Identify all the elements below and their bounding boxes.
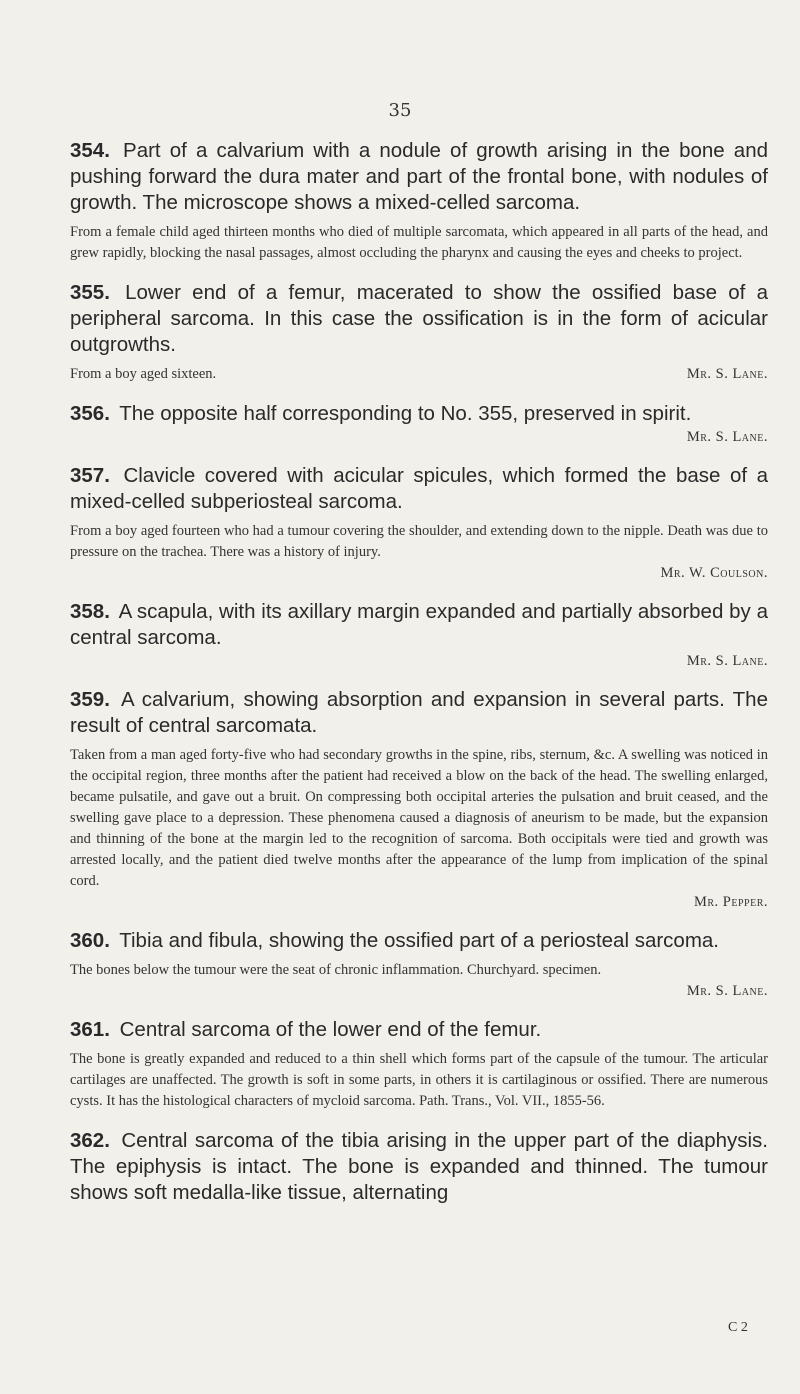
entry-description: Part of a calvarium with a nodule of growth arising in the bone and pushing forward the dura mater and part of the frontal bone, with nodules of growth. The microscope shows a mixed-celled sarcoma. [70, 139, 769, 214]
catalogue-entry [70, 401, 768, 447]
entry-note-with-attribution [70, 364, 768, 385]
entry-number: 357. [70, 464, 110, 487]
entry-heading [70, 401, 768, 427]
entry-attribution: Mr. Pepper. [693, 894, 768, 910]
entry-attribution: Mr. S. Lane. [686, 366, 768, 382]
catalogue-entry [70, 280, 768, 385]
entry-heading [70, 280, 768, 358]
entry-heading [70, 138, 768, 216]
entry-heading [70, 928, 768, 954]
entry-heading [70, 463, 768, 515]
entry-note-text: From a boy aged sixteen. [70, 366, 217, 382]
page-number: 35 [388, 100, 412, 121]
entry-description: Tibia and fibula, showing the ossified part of a periosteal sarcoma. [119, 929, 719, 952]
catalogue-entry [70, 599, 768, 671]
entry-number: 355. [70, 281, 110, 304]
entry-heading [70, 687, 768, 739]
entry-note: The bone is greatly expanded and reduced to a thin shell which forms part of the capsule of the tumour. The articular cartilages are unaffected. The growth is soft in some parts, in others it is cartilaginous or ossified. There are numerous cysts. It has the histological characters of mycloid sarcoma. Path. Trans., Vol. VII., 1855-56. [70, 1051, 768, 1109]
catalogue-entry [70, 1128, 768, 1206]
entry-description: Central sarcoma of the lower end of the femur. [119, 1018, 542, 1041]
entry-description: The opposite half corresponding to No. 355, preserved in spirit. [119, 402, 692, 425]
entry-description: A calvarium, showing absorption and expansion in several parts. The result of central sarcomata. [70, 688, 768, 737]
entry-note: Taken from a man aged forty-five who had secondary growths in the spine, ribs, sternum, &c. A swelling was noticed in the occipital region, three months after the patient had received a blow on the back of the head. The swelling enlarged, became pulsatile, and gave out a bruit. On compressing both occipital arteries the pulsation and bruit ceased, and the swelling gave place to a depression. These phenomena caused a diagnosis of aneurism to be made, but the expansion and thinning of the bone at the margin led to the recognition of sarcoma. Both occipitals were tied and growth was arrested locally, and the patient died twelve months after the appearance of the lump from implication of the spinal cord. [70, 747, 768, 889]
entry-heading [70, 1128, 768, 1206]
catalogue-entry [70, 687, 768, 912]
entry-number: 354. [70, 139, 110, 162]
entry-heading [70, 1017, 768, 1043]
entry-description: Clavicle covered with acicular spicules, which formed the base of a mixed-celled subperiosteal sarcoma. [70, 464, 769, 513]
entry-number: 362. [70, 1129, 110, 1152]
catalogue-entry [70, 1017, 768, 1112]
entry-description: Lower end of a femur, macerated to show the ossified base of a peripheral sarcoma. In this case the ossification is in the form of acicular outgrowths. [70, 281, 768, 356]
printer-signature: C 2 [728, 1320, 748, 1335]
entry-attribution: Mr. S. Lane. [686, 653, 768, 669]
entry-number: 358. [70, 600, 110, 623]
entry-attribution: Mr. S. Lane. [686, 983, 768, 999]
entry-note: From a female child aged thirteen months who died of multiple sarcomata, which appeared in all parts of the head, and grew rapidly, blocking the nasal passages, almost occluding the pharynx and causing the eyes and cheeks to project. [70, 224, 768, 261]
catalogue-entry [70, 138, 768, 264]
entry-number: 359. [70, 688, 110, 711]
entry-attribution: Mr. S. Lane. [686, 429, 768, 445]
entry-description: A scapula, with its axillary margin expanded and partially absorbed by a central sarcoma. [70, 600, 768, 649]
entry-note: The bones below the tumour were the seat of chronic inflammation. Churchyard. specimen. [70, 962, 602, 978]
entry-description: Central sarcoma of the tibia arising in the upper part of the diaphysis. The epiphysis is intact. The bone is expanded and thinned. The tumour shows soft medalla-like tissue, alternating [70, 1129, 768, 1204]
catalogue-entry [70, 463, 768, 583]
entry-number: 360. [70, 929, 110, 952]
entry-heading [70, 599, 768, 651]
catalogue-entry [70, 928, 768, 1001]
entry-number: 361. [70, 1018, 110, 1041]
entry-number: 356. [70, 402, 110, 425]
entry-attribution: Mr. W. Coulson. [660, 565, 768, 581]
catalogue-entries [70, 138, 768, 1222]
entry-note: From a boy aged fourteen who had a tumour covering the shoulder, and extending down to the nipple. Death was due to pressure on the trachea. There was a history of injury. [70, 523, 768, 560]
